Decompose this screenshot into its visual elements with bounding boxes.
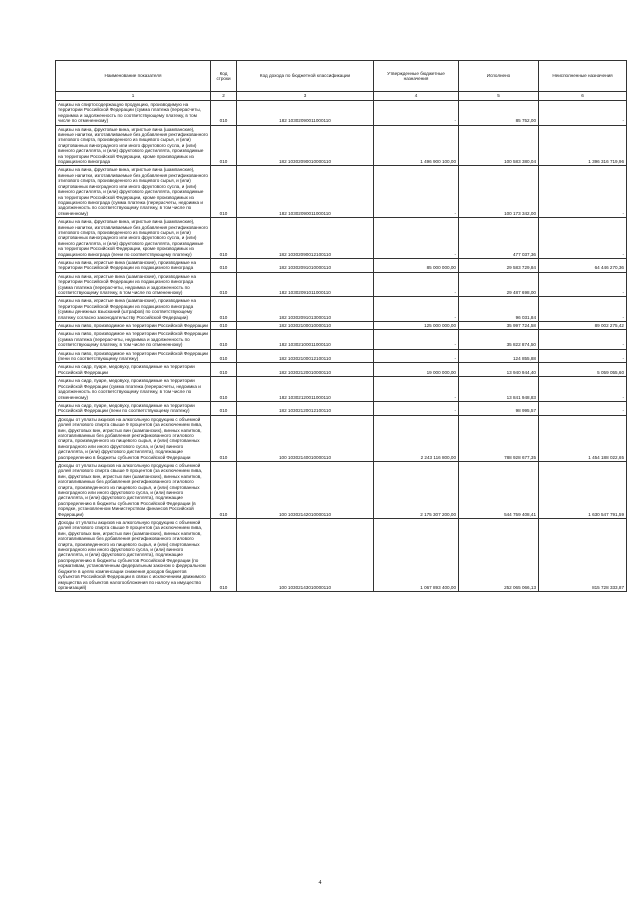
column-number: 4 <box>374 92 459 101</box>
cell-unexecuted: - <box>539 330 627 349</box>
cell-name: Акцизы на вина, фруктовые вина, игристые вина (шампанские), винные напитки, изготавливаемые без добавления ректификованного этилового спирта, произведенного из пищевого сырья, и (или) спиртованных виноградного или иного фруктового сусла, и (или) винного дистиллята, и (или) фруктового дистиллята, производимые на территории Российской Федерации, кроме производимых из подакцизного винограда <box>56 125 211 166</box>
cell-code: 010 <box>211 322 237 330</box>
table-row <box>56 415 627 461</box>
cell-name: Акцизы на вина, игристые вина (шампанские), производимые на территории Российской Федерации из подакцизного винограда (суммы денежных взысканий (штрафов) по соответствующему платежу согласно законодательству Российской Федерации) <box>56 297 211 322</box>
table-row <box>56 258 627 272</box>
cell-executed: 124 855,88 <box>459 349 539 363</box>
cell-approved: - <box>374 297 459 322</box>
cell-kbk: 182 10302120012100110 <box>237 401 374 415</box>
cell-approved: - <box>374 401 459 415</box>
cell-approved: 125 000 000,00 <box>374 322 459 330</box>
cell-executed: 98 995,57 <box>459 401 539 415</box>
cell-approved: - <box>374 166 459 218</box>
cell-approved: - <box>374 330 459 349</box>
cell-name: Доходы от уплаты акцизов на алкогольную продукцию с объемной долей этилового спирта свыше 9 процентов (за исключением пива, вин, фруктовых вин, игристых вин (шампанских), винных напитков, изготавливаемых без добавления ректификованного этилового спирта, произведенного из пищевого сырья, и (или) спиртованных виноградного или иного фруктового сусла, и (или) винного дистиллята, и (или) фруктового дистиллята), подлежащие распределению в бюджеты субъектов Российской Федерации (по нормативам, установленным федеральным законом о федеральном бюджете в целях компенсации снижения доходов бюджетов субъектов Российской Федерации в связи с исключением движимого имущества из объектов налогообложения по налогу на имущество организаций) <box>56 519 211 592</box>
cell-code: 010 <box>211 258 237 272</box>
cell-unexecuted: 1 396 316 719,96 <box>539 125 627 166</box>
cell-kbk: 182 10302090011000110 <box>237 166 374 218</box>
cell-executed: 29 583 729,84 <box>459 258 539 272</box>
cell-unexecuted: - <box>539 401 627 415</box>
cell-name: Акцизы на пиво, производимое на территории Российской Федерации (сумма платежа (перерасчеты, недоимка и задолженность по соответствующему платежу, в том числе по отмененному) <box>56 330 211 349</box>
cell-executed: 35 822 874,50 <box>459 330 539 349</box>
cell-approved: - <box>374 218 459 259</box>
cell-approved: - <box>374 272 459 297</box>
header-row <box>56 61 627 92</box>
header-unexecuted: Неисполненные назначения <box>539 61 627 92</box>
cell-code: 010 <box>211 461 237 518</box>
column-number: 5 <box>459 92 539 101</box>
cell-executed: 85 752,00 <box>459 101 539 126</box>
cell-unexecuted: - <box>539 218 627 259</box>
table-row <box>56 101 627 126</box>
cell-approved: - <box>374 377 459 402</box>
cell-name: Доходы от уплаты акцизов на алкогольную продукцию с объемной долей этилового спирта свыше 9 процентов (за исключением пива, вин, фруктовых вин, игристых вин (шампанских), винных напитков, изготавливаемых без добавления ректификованного этилового спирта, произведенного из пищевого сырья, и (или) спиртованных виноградного или иного фруктового сусла, и (или) винного дистиллята, и (или) фруктового дистиллята), подлежащие распределению в бюджеты субъектов Российской Федерации <box>56 415 211 461</box>
table-row <box>56 519 627 592</box>
cell-executed: 100 583 380,04 <box>459 125 539 166</box>
cell-kbk: 182 10302091011000110 <box>237 272 374 297</box>
page-number: 4 <box>318 880 322 886</box>
cell-approved: 1 067 893 400,00 <box>374 519 459 592</box>
cell-kbk: 182 10302100011000110 <box>237 330 374 349</box>
header-kbk: Код дохода по бюджетной классификации <box>237 61 374 92</box>
cell-code: 010 <box>211 363 237 377</box>
cell-approved: 1 496 900 100,00 <box>374 125 459 166</box>
table-row <box>56 363 627 377</box>
cell-unexecuted: - <box>539 166 627 218</box>
cell-code: 010 <box>211 349 237 363</box>
header-name: Наименование показателя <box>56 61 211 92</box>
cell-executed: 788 928 677,35 <box>459 415 539 461</box>
cell-name: Акцизы на спиртосодержащую продукцию, производимую на территории Российской Федерации (сумма платежа (перерасчеты, недоимка и задолженность по соответствующему платежу, в том числе по отмененному) <box>56 101 211 126</box>
cell-kbk: 182 10302090011000110 <box>237 101 374 126</box>
cell-name: Доходы от уплаты акцизов на алкогольную продукцию с объемной долей этилового спирта свыше 9 процентов (за исключением пива, вин, фруктовых вин, игристых вин (шампанских), винных напитков, изготавливаемых без добавления ректификованного этилового спирта, произведенного из пищевого сырья, и (или) спиртованных виноградного или иного фруктового сусла, и (или) винного дистиллята, и (или) фруктового дистиллята), подлежащие распределению в бюджеты субъектов Российской Федерации (в порядке, установленном Министерством финансов Российской Федерации) <box>56 461 211 518</box>
table-row <box>56 377 627 402</box>
cell-executed: 13 940 944,40 <box>459 363 539 377</box>
column-number-row <box>56 92 627 101</box>
cell-approved: 19 000 000,00 <box>374 363 459 377</box>
table-row <box>56 297 627 322</box>
cell-kbk: 182 10302091010000110 <box>237 258 374 272</box>
cell-kbk: 182 10302100012100110 <box>237 349 374 363</box>
cell-kbk: 100 10302140010000110 <box>237 415 374 461</box>
column-number: 1 <box>56 92 211 101</box>
cell-unexecuted: 815 728 333,87 <box>539 519 627 592</box>
cell-kbk: 182 10302120011000110 <box>237 377 374 402</box>
cell-code: 010 <box>211 401 237 415</box>
cell-executed: 35 997 724,58 <box>459 322 539 330</box>
cell-code: 010 <box>211 377 237 402</box>
cell-name: Акцизы на сидр, пуаре, медовуху, производимые на территории Российской Федерации (пени по соответствующему платежу) <box>56 401 211 415</box>
cell-unexecuted: - <box>539 272 627 297</box>
cell-unexecuted: - <box>539 377 627 402</box>
cell-kbk: 182 10302100010000110 <box>237 322 374 330</box>
cell-name: Акцизы на сидр, пуаре, медовуху, производимые на территории Российской Федерации (сумма платежа (перерасчеты, недоимка и задолженность по соответствующему платежу, в том числе по отмененному) <box>56 377 211 402</box>
cell-executed: 544 759 408,41 <box>459 461 539 518</box>
cell-approved: 2 175 307 200,00 <box>374 461 459 518</box>
cell-unexecuted: 1 454 188 022,65 <box>539 415 627 461</box>
cell-executed: 29 487 698,00 <box>459 272 539 297</box>
cell-executed: 96 031,84 <box>459 297 539 322</box>
cell-code: 010 <box>211 519 237 592</box>
cell-code: 010 <box>211 330 237 349</box>
column-number: 3 <box>237 92 374 101</box>
table-row <box>56 272 627 297</box>
cell-code: 010 <box>211 415 237 461</box>
cell-approved: - <box>374 101 459 126</box>
table-row <box>56 401 627 415</box>
cell-name: Акцизы на пиво, производимое на территории Российской Федерации <box>56 322 211 330</box>
header-executed: Исполнено <box>459 61 539 92</box>
budget-execution-table <box>55 60 627 592</box>
cell-name: Акцизы на вина, игристые вина (шампанские), производимые на территории Российской Федерации из подакцизного винограда (сумма платежа (перерасчеты, недоимка и задолженность по соответствующему платежу, в том числе по отмененному) <box>56 272 211 297</box>
cell-code: 010 <box>211 125 237 166</box>
cell-kbk: 100 10302143010000110 <box>237 519 374 592</box>
header-approved: Утвержденные бюджетные назначения <box>374 61 459 92</box>
cell-approved: 85 000 000,00 <box>374 258 459 272</box>
column-number: 6 <box>539 92 627 101</box>
cell-code: 010 <box>211 218 237 259</box>
cell-name: Акцизы на сидр, пуаре, медовуху, производимые на территории Российской Федерации <box>56 363 211 377</box>
cell-code: 010 <box>211 166 237 218</box>
cell-unexecuted: 89 002 275,42 <box>539 322 627 330</box>
cell-kbk: 182 10302090010000110 <box>237 125 374 166</box>
cell-name: Акцизы на вина, фруктовые вина, игристые вина (шампанские), винные напитки, изготавливаемые без добавления ректификованного этилового спирта, произведенного из пищевого сырья, и (или) спиртованных виноградного или иного фруктового сусла, и (или) винного дистиллята, и (или) фруктового дистиллята, производимые на территории Российской Федерации, кроме производимых из подакцизного винограда (сумма платежа (перерасчеты, недоимка и задолженность по соответствующему платежу, в том числе по отмененному) <box>56 166 211 218</box>
table-row <box>56 125 627 166</box>
cell-name: Акцизы на пиво, производимое на территории Российской Федерации (пени по соответствующему платежу) <box>56 349 211 363</box>
cell-unexecuted: - <box>539 297 627 322</box>
cell-unexecuted: - <box>539 349 627 363</box>
cell-code: 010 <box>211 272 237 297</box>
table-row <box>56 166 627 218</box>
table-row <box>56 349 627 363</box>
cell-kbk: 182 10302090012100110 <box>237 218 374 259</box>
table-row <box>56 461 627 518</box>
cell-code: 010 <box>211 101 237 126</box>
cell-executed: 13 841 948,83 <box>459 377 539 402</box>
header-code: Код строки <box>211 61 237 92</box>
cell-unexecuted: - <box>539 101 627 126</box>
cell-executed: 252 065 066,13 <box>459 519 539 592</box>
cell-executed: 477 037,36 <box>459 218 539 259</box>
cell-approved: - <box>374 349 459 363</box>
table-row <box>56 218 627 259</box>
cell-executed: 100 173 342,00 <box>459 166 539 218</box>
cell-unexecuted: 1 630 547 791,59 <box>539 461 627 518</box>
cell-kbk: 182 10302120010000110 <box>237 363 374 377</box>
cell-kbk: 100 10302142010000110 <box>237 461 374 518</box>
cell-unexecuted: 5 059 055,60 <box>539 363 627 377</box>
cell-name: Акцизы на вина, игристые вина (шампанские), производимые на территории Российской Федерации из подакцизного винограда <box>56 258 211 272</box>
table-row <box>56 322 627 330</box>
cell-approved: 2 243 116 800,00 <box>374 415 459 461</box>
cell-kbk: 182 10302091013000110 <box>237 297 374 322</box>
cell-code: 010 <box>211 297 237 322</box>
cell-unexecuted: 64 446 270,36 <box>539 258 627 272</box>
column-number: 2 <box>211 92 237 101</box>
cell-name: Акцизы на вина, фруктовые вина, игристые вина (шампанские), винные напитки, изготавливаемые без добавления ректификованного этилового спирта, произведенного из пищевого сырья, и (или) спиртованных виноградного или иного фруктового сусла, и (или) винного дистиллята, и (или) фруктового дистиллята, производимые на территории Российской Федерации, кроме производимых из подакцизного винограда (пени по соответствующему платежу) <box>56 218 211 259</box>
table-row <box>56 330 627 349</box>
